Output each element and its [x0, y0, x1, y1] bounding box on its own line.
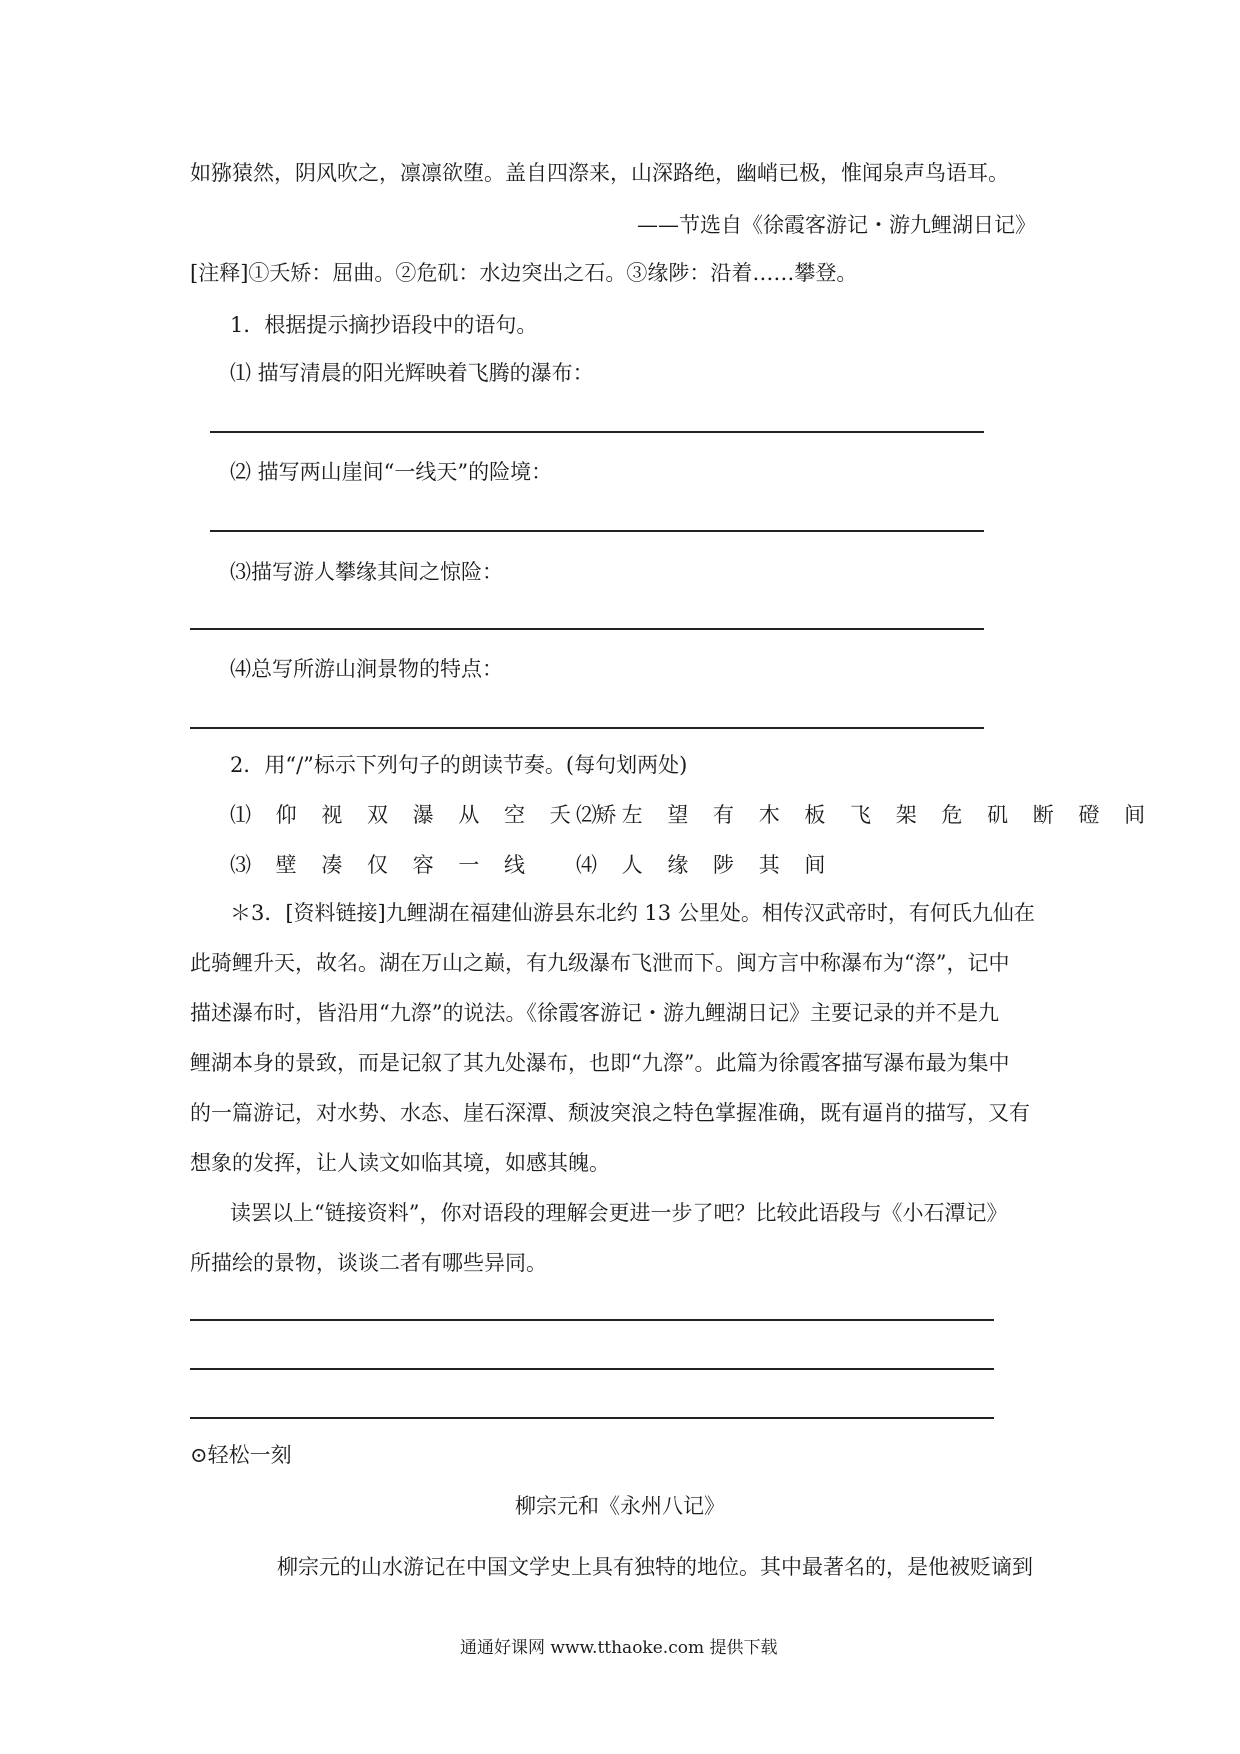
- question-1-item-1: ⑴ 描写清晨的阳光辉映着飞腾的瀑布：: [230, 361, 594, 385]
- answer-line[interactable]: [190, 727, 984, 729]
- question-1-item-3: ⑶描写游人攀缘其间之惊险：: [230, 560, 503, 584]
- question-3-line-5: 的一篇游记，对水势、水态、崖石深潭、颓波突浪之特色掌握准确，既有逼肖的描写，又有: [190, 1101, 1030, 1125]
- page-footer: 通通好课网 www.tthaoke.com 提供下载: [460, 1638, 778, 1658]
- question-3-line-3: 描述瀑布时，皆沿用“九漈”的说法。《徐霞客游记・游九鲤湖日记》主要记录的并不是九: [190, 1001, 999, 1025]
- question-2-item-2: ⑵ 左 望 有 木 板 飞 架 危 矶 断 磴 间: [576, 803, 1155, 827]
- question-3-line-2: 此骑鲤升天，故名。湖在万山之巅，有九级瀑布飞泄而下。闽方言中称瀑布为“漈”，记中: [190, 951, 1010, 975]
- answer-line[interactable]: [190, 1368, 994, 1370]
- question-2-item-3: ⑶ 壁 凑 仅 容 一 线: [230, 853, 535, 877]
- question-3-question-1: 读罢以上“链接资料”，你对语段的理解会更进一步了吧？比较此语段与《小石潭记》: [230, 1201, 1008, 1225]
- question-3-question-2: 所描绘的景物，谈谈二者有哪些异同。: [190, 1251, 547, 1275]
- question-2-item-4: ⑷ 人 缘 陟 其 间: [576, 853, 835, 877]
- answer-line[interactable]: [190, 628, 984, 630]
- relax-article-title: 柳宗元和《永州八记》: [515, 1494, 725, 1518]
- relax-section-heading: ⊙轻松一刻: [190, 1443, 292, 1467]
- question-1-prompt: 1．根据提示摘抄语段中的语句。: [230, 313, 538, 337]
- answer-line[interactable]: [210, 431, 984, 433]
- passage-end-line: 如猕猿然，阴风吹之，凛凛欲堕。盖自四漈来，山深路绝，幽峭已极，惟闻泉声鸟语耳。: [190, 161, 1009, 185]
- annotation-notes: [注释]①夭矫：屈曲。②危矶：水边突出之石。③缘陟：沿着……攀登。: [190, 261, 858, 285]
- relax-article-body: 柳宗元的山水游记在中国文学史上具有独特的地位。其中最著名的，是他被贬谪到: [277, 1555, 1033, 1579]
- question-1-item-2: ⑵ 描写两山崖间“一线天”的险境：: [230, 460, 553, 484]
- passage-source: ——节选自《徐霞客游记・游九鲤湖日记》: [637, 213, 1036, 237]
- question-2-item-1: ⑴ 仰 视 双 瀑 从 空 夭 矫: [230, 803, 626, 827]
- question-3-line-1: ＊3．[资料链接]九鲤湖在福建仙游县东北约 13 公里处。相传汉武帝时，有何氏九仙在: [230, 901, 1035, 925]
- answer-line[interactable]: [190, 1417, 994, 1419]
- question-3-line-6: 想象的发挥，让人读文如临其境，如感其魄。: [190, 1151, 610, 1175]
- answer-line[interactable]: [210, 530, 984, 532]
- question-2-prompt: 2．用“/”标示下列句子的朗读节奏。(每句划两处): [230, 753, 688, 777]
- question-1-item-4: ⑷总写所游山涧景物的特点：: [230, 657, 503, 681]
- answer-line[interactable]: [190, 1319, 994, 1321]
- question-3-line-4: 鲤湖本身的景致，而是记叙了其九处瀑布，也即“九漈”。此篇为徐霞客描写瀑布最为集中: [190, 1051, 1010, 1075]
